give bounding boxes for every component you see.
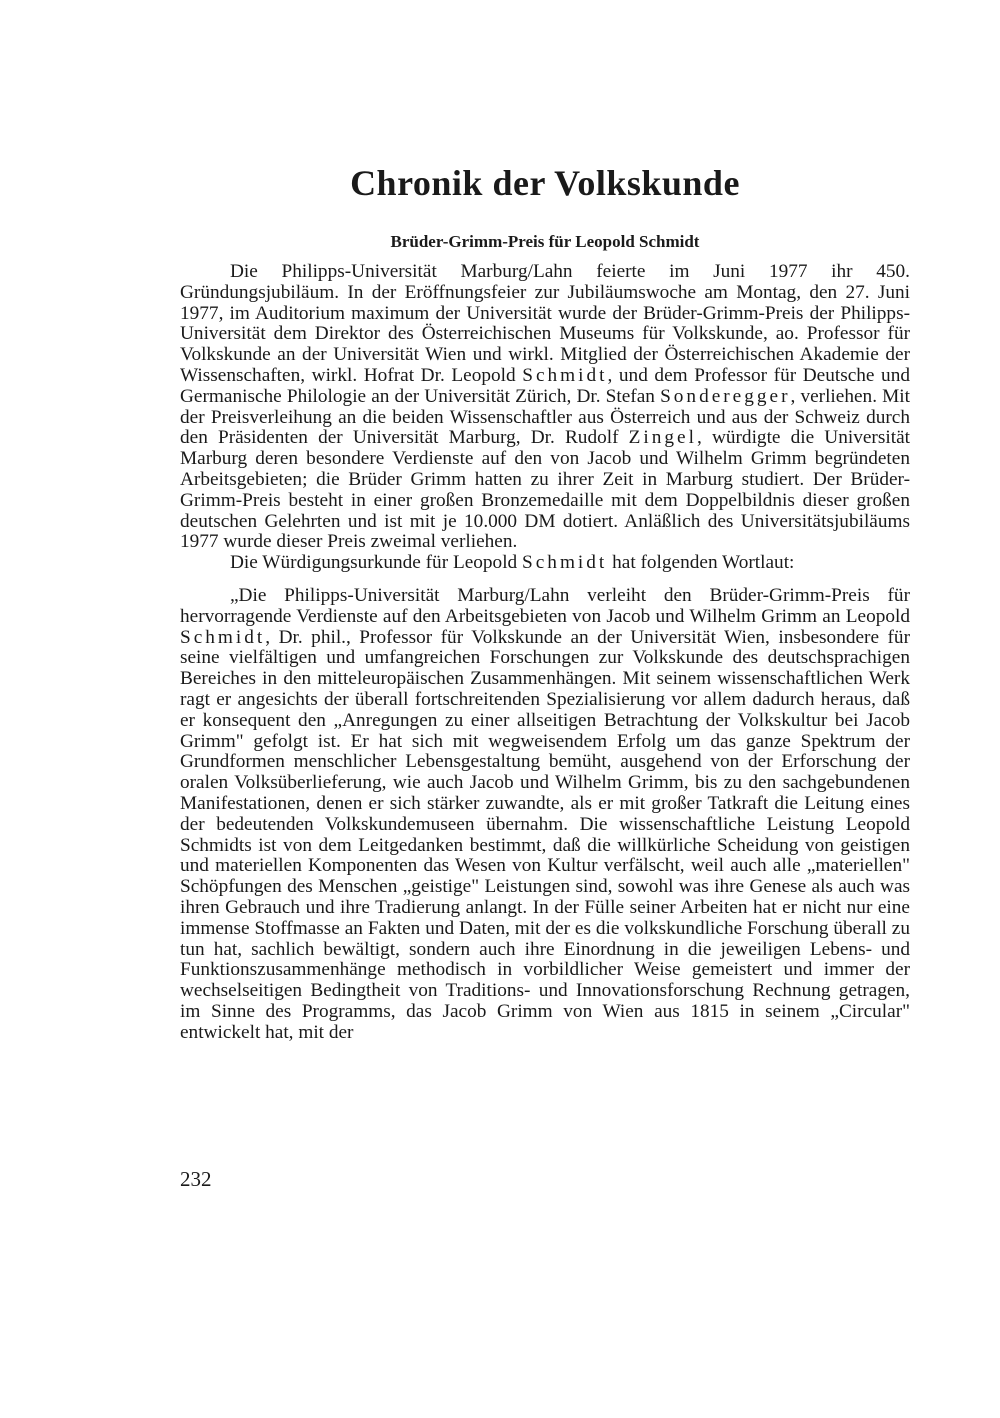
- paragraph-announcement: Die Philipps-Universität Marburg/Lahn feierte im Juni 1977 ihr 450. Gründungsjubiläum. In der Eröffnungsfeier zur Jubiläumswoche am Montag, den 27. Juni 1977, im Auditorium maximum der Universität wurde der Brüder-Grimm-Preis der Philipps-Universität dem Direktor des Österreichischen Museums für Volkskunde, ao. Professor für Volkskunde an der Universität Wien und wirkl. Mitglied der Österreichischen Akademie der Wissenschaften, wirkl. Hofrat Dr. Leopold Schmidt, und dem Professor für Deutsche und Germanische Philologie an der Universität Zürich, Dr. Stefan Sonderegger, verliehen. Mit der Preisverleihung an die beiden Wissenschaftler aus Österreich und aus der Schweiz durch den Präsidenten der Universität Marburg, Dr. Rudolf Zingel, würdigte die Universität Marburg deren besondere Verdienste auf den von Jacob und Wilhelm Grimm begründeten Arbeitsgebieten; die Brüder Grimm hatten zu ihrer Zeit in Marburg studiert. Der Brüder-Grimm-Preis besteht in einer großen Bronzemedaille mit dem Doppelbildnis dieser großen deutschen Gelehrten und ist mit je 10.000 DM dotiert. Anläßlich des Universitätsjubiläums 1977 wurde dieser Preis zweimal verliehen.: [180, 261, 910, 553]
- body-text: [180, 262, 910, 1043]
- spaced-name: Zingel: [628, 427, 697, 449]
- paragraph-intro-citation: Die Würdigungsurkunde für Leopold Schmidt hat folgenden Wortlaut:: [230, 552, 795, 574]
- spaced-name: Sonderegger: [660, 385, 791, 407]
- paragraph-citation: „Die Philipps-Universität Marburg/Lahn verleiht den Brüder-Grimm-Preis für hervorragende Verdienste auf den Arbeitsgebieten von Jacob und Wilhelm Grimm an Leopold Schmidt, Dr. phil., Professor für Volkskunde an der Universität Wien, insbesondere für seine vielfältigen und umfangreichen Forschungen zur Volkskunde des deutschsprachigen Bereiches in den mitteleuropäischen Zusammenhängen. Mit seinem wissenschaftlichen Werk ragt er angesichts der überall fortschreitenden Spezialisierung vor allem dadurch heraus, daß er konsequent den „Anregungen zu einer allseitigen Betrachtung der Volkskultur bei Jacob Grimm" gefolgt ist. Er hat sich mit wegweisendem Erfolg um das ganze Spektrum der Grundformen menschlicher Lebensgestaltung bemüht, ausgehend von der Erforschung der oralen Volksüberlieferung, wie auch Jacob und Wilhelm Grimm, bis zu den sachgebundenen Manifestationen, denen er sich stärker zuwandte, als er mit großer Tatkraft die Leitung eines der bedeutenden Volkskundemuseen übernahm. Die wissenschaftliche Leistung Leopold Schmidts ist von dem Leitgedanken bestimmt, daß die willkürliche Scheidung von geistigen und materiellen Komponenten das Wesen von Kultur verfälscht, weil auch alle „materiellen" Schöpfungen des Menschen „geistige" Leistungen sind, sowohl was ihre Genese als auch was ihren Gebrauch und ihre Tradierung anlangt. In der Fülle seiner Arbeiten hat er nicht nur eine immense Stoffmasse an Fakten und Daten, mit der es die volkskundliche Forschung überall zu tun hat, sachlich bewältigt, sondern auch ihre Einordnung in die jeweiligen Lebens- und Funktionszusammenhänge methodisch in vorbildlicher Weise gemeistert und immer der wechselseitigen Bedingtheit von Traditions- und Innovationsforschung Rechnung getragen, im Sinne des Programms, das Jacob Grimm von Wien aus 1815 in seinem „Circular" entwickelt hat, mit der: [180, 584, 910, 1043]
- section-heading: Brüder-Grimm-Preis für Leopold Schmidt: [390, 232, 700, 251]
- spaced-name: Schmidt: [522, 364, 608, 386]
- page-number: 232: [180, 1167, 212, 1191]
- spaced-name: Schmidt: [522, 552, 608, 574]
- page-title: Chronik der Volkskunde: [350, 163, 740, 203]
- spaced-name: Schmidt: [180, 626, 266, 648]
